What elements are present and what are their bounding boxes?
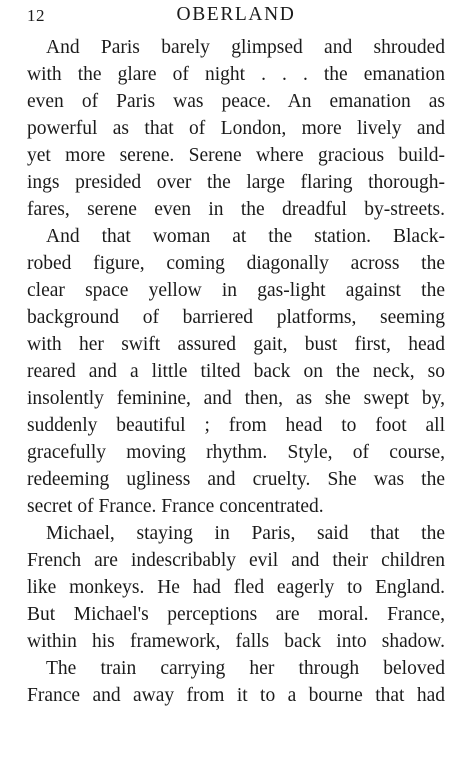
text-line: And that woman at the station. Black- <box>46 226 445 247</box>
paragraph <box>27 223 445 520</box>
body-text <box>27 34 445 709</box>
text-line: suddenly beautiful ; from head to foot all <box>27 415 445 436</box>
text-line: But Michael's perceptions are moral. France, <box>27 604 445 625</box>
text-line: Michael, staying in Paris, said that the <box>46 523 445 544</box>
text-line: powerful as that of London, more lively and <box>27 118 445 139</box>
paragraph <box>27 655 445 709</box>
text-line: secret of France. France concentrated. <box>27 496 324 517</box>
text-line: And Paris barely glimpsed and shrouded <box>46 37 445 58</box>
text-line: with the glare of night . . . the emanation <box>27 64 445 85</box>
text-line: ings presided over the large flaring thorough- <box>27 172 445 193</box>
text-line: robed figure, coming diagonally across the <box>27 253 445 274</box>
text-line: yet more serene. Serene where gracious build- <box>27 145 445 166</box>
text-line: clear space yellow in gas-light against the <box>27 280 445 301</box>
text-line: like monkeys. He had fled eagerly to England. <box>27 577 445 598</box>
paragraph <box>27 520 445 655</box>
text-line: insolently feminine, and then, as she swept by, <box>27 388 445 409</box>
text-line: The train carrying her through beloved <box>46 658 445 679</box>
page-number: 12 <box>27 6 45 25</box>
text-line: France and away from it to a bourne that had <box>27 685 445 706</box>
running-head: OBERLAND <box>176 4 296 25</box>
text-line: French are indescribably evil and their children <box>27 550 445 571</box>
text-line: reared and a little tilted back on the neck, so <box>27 361 445 382</box>
text-line: with her swift assured gait, bust first, head <box>27 334 445 355</box>
text-line: even of Paris was peace. An emanation as <box>27 91 445 112</box>
paragraph <box>27 34 445 223</box>
text-line: gracefully moving rhythm. Style, of course, <box>27 442 445 463</box>
text-line: redeeming ugliness and cruelty. She was the <box>27 469 445 490</box>
page-header <box>27 4 445 28</box>
text-line: within his framework, falls back into shadow. <box>27 631 445 652</box>
text-line: fares, serene even in the dreadful by-streets. <box>27 199 445 220</box>
text-line: background of barriered platforms, seeming <box>27 307 445 328</box>
